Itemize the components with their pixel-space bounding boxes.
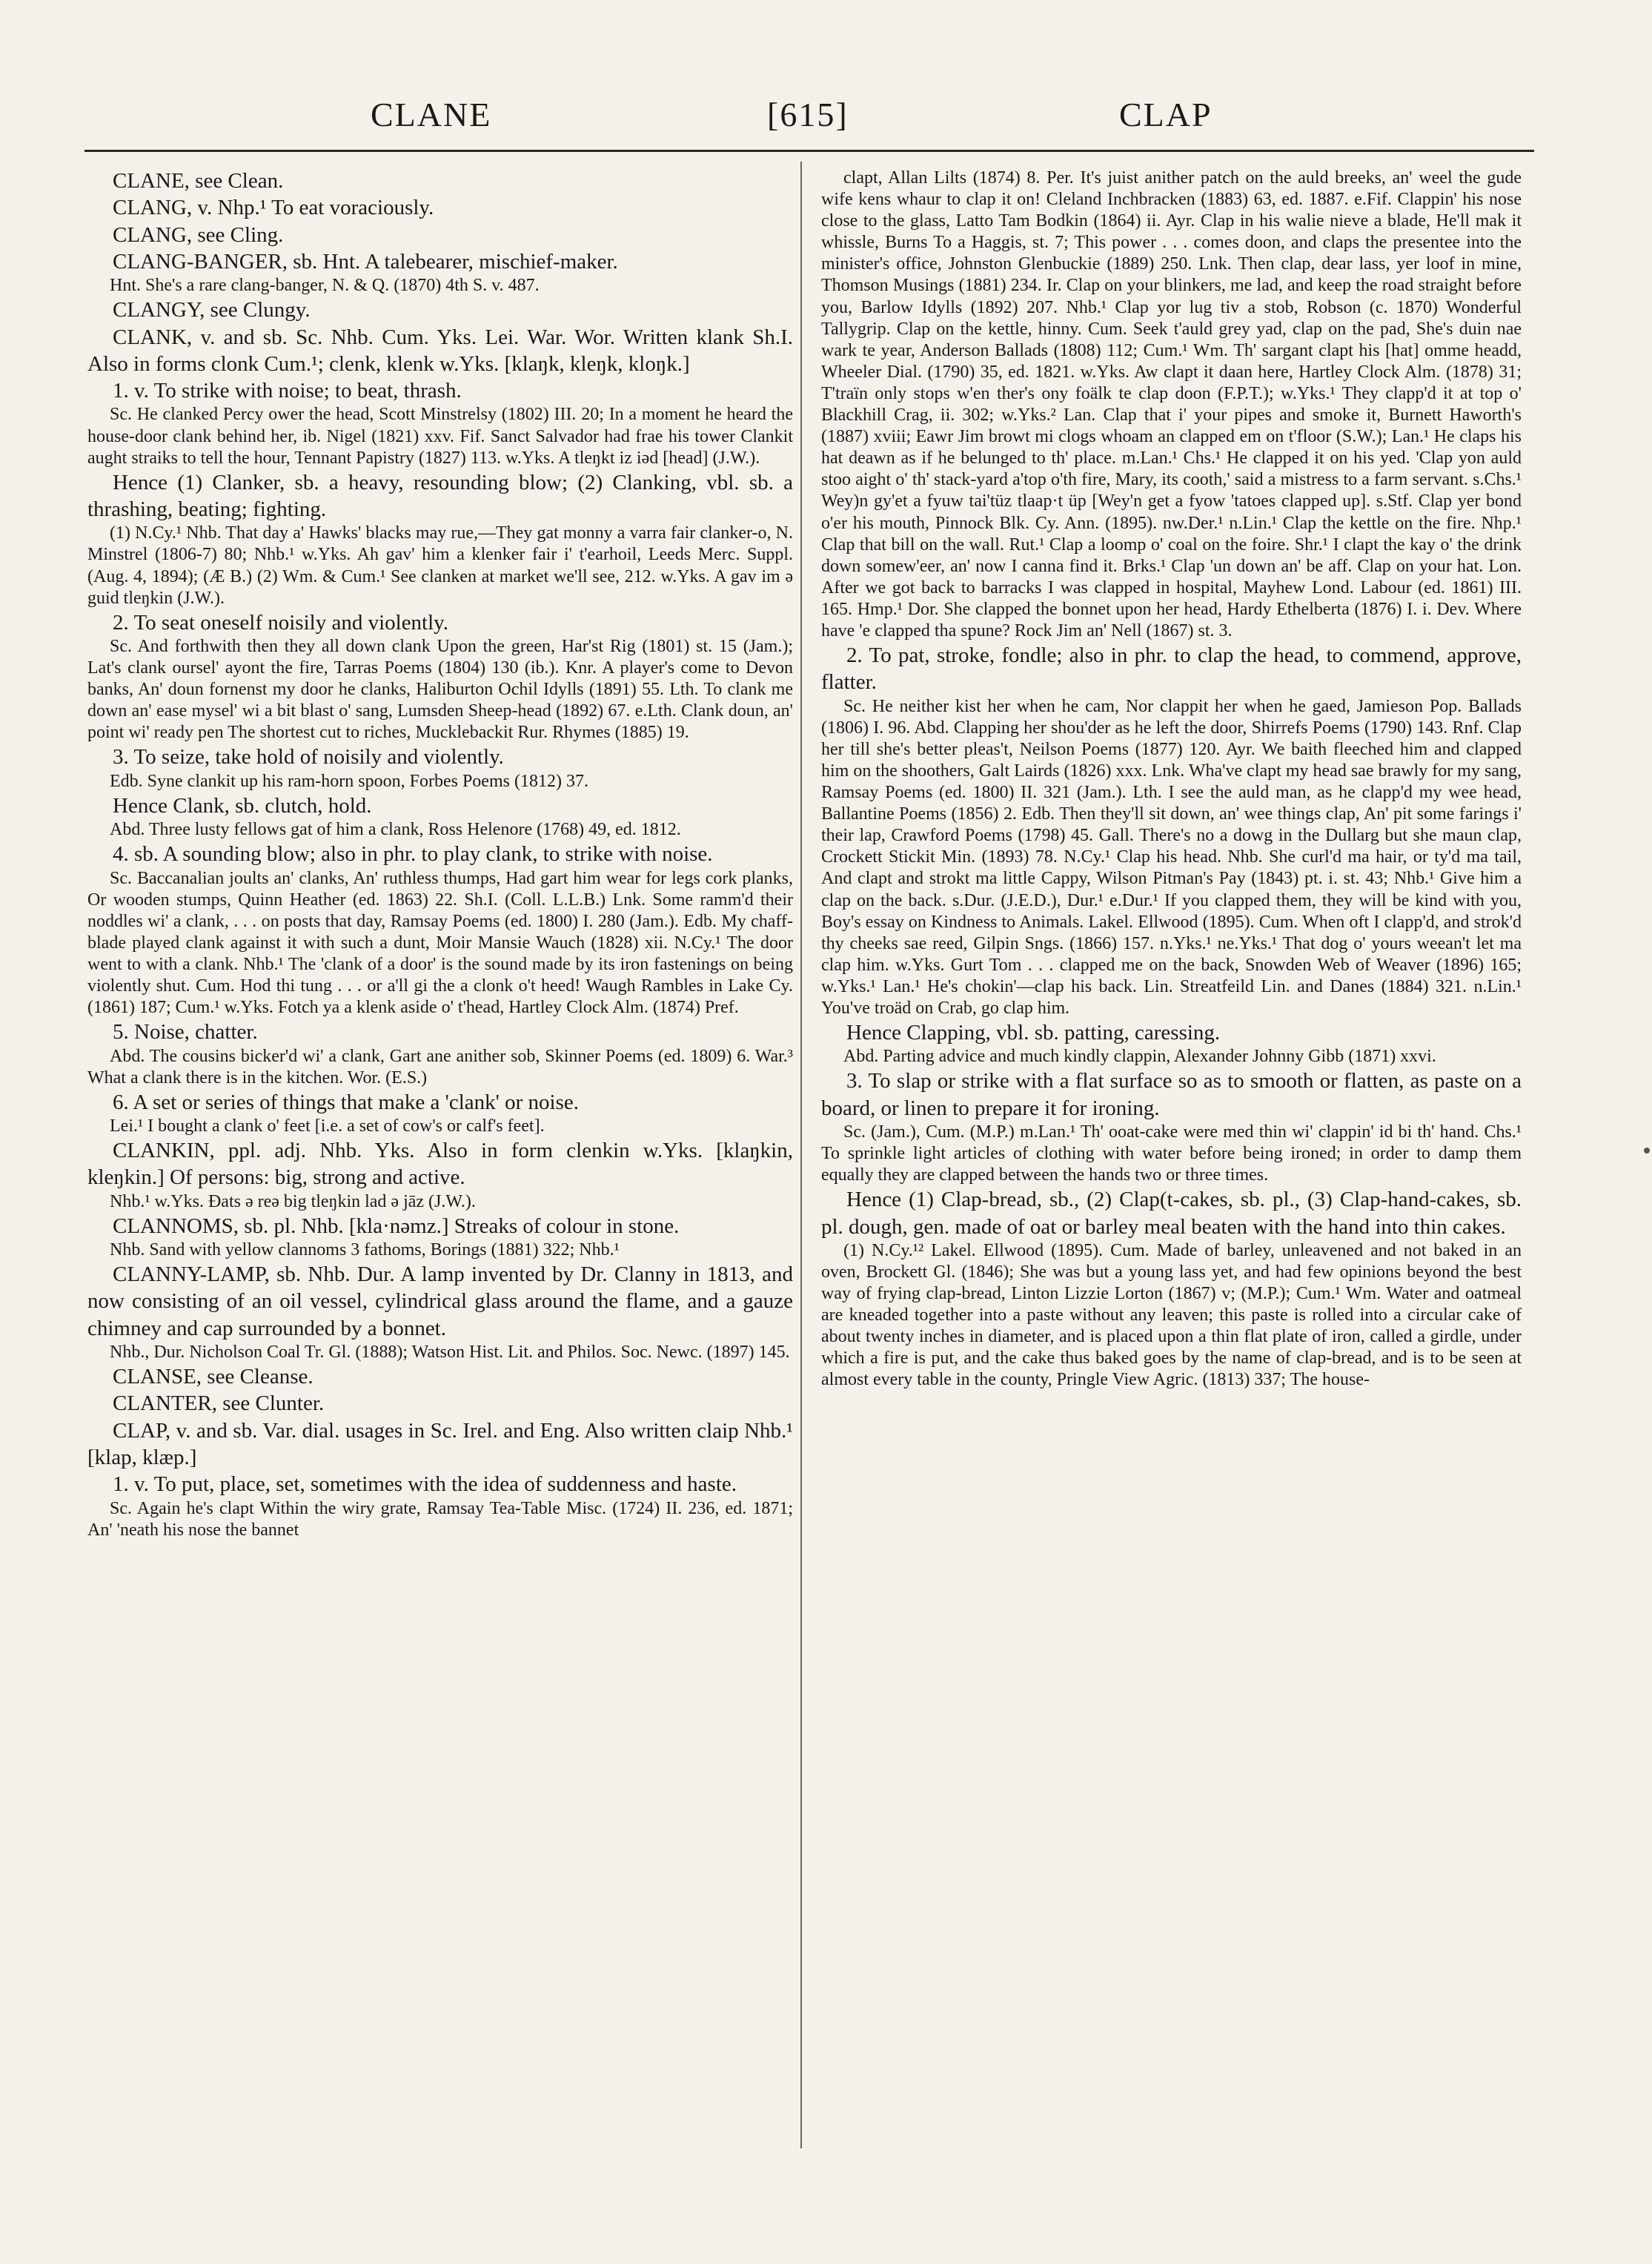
citation-paragraph: Sc. And forthwith then they all down clank Upon the green, Har'st Rig (1801) st. 15 (Jam.); Lat's clank oursel' ayont the fire, Tarras Poems (1804) 130 (ib.). Knr. A player's come to Devon banks, An' doun fornenst my door he clanks, Haliburton Ochil Idylls (1891) 55. Lth. To clank me down an' ease mysel' wi a bit blast o' sang, Lumsden Sheep-head (1892) 67. e.Lth. Clank doun, an' point wi' ready pen The shortest cut to riches, Mucklebackit Rur. Rhymes (1885) 19. xyxy=(87,637,793,743)
dictionary-entry: CLANSE, see Cleanse. xyxy=(113,1365,314,1389)
page-header xyxy=(111,95,1542,139)
header-rule xyxy=(84,150,1534,152)
margin-speck xyxy=(1644,1148,1650,1153)
citation-paragraph: Hnt. She's a rare clang-banger, N. & Q. (1870) 4th S. v. 487. xyxy=(110,276,540,296)
left-column xyxy=(87,168,793,1541)
citation-paragraph: Sc. (Jam.), Cum. (M.P.) m.Lan.¹ Th' ooat-cake were med thin wi' clappin' id bi th' hand. Chs.¹ To sprinkle light articles of clothing with water before being ironed; in order to damp them equally they are clapped between the hands two or three times. xyxy=(821,1122,1522,1185)
dictionary-entry: CLANNOMS, sb. pl. Nhb. [kla·nəmz.] Streaks of colour in stone. xyxy=(113,1214,680,1238)
dictionary-entry: 5. Noise, chatter. xyxy=(113,1020,258,1045)
citation-paragraph: Sc. Again he's clapt Within the wiry grate, Ramsay Tea-Table Misc. (1724) II. 236, ed. 1871; An' 'neath his nose the bannet xyxy=(87,1498,793,1540)
running-head-right: CLAP xyxy=(1119,96,1213,133)
citation-paragraph: (1) N.Cy.¹² Lakel. Ellwood (1895). Cum. Made of barley, unleavened and not baked in an oven, Brockett Gl. (1846); She was but a young lass yet, and had few opinions beyond the best way of frying clap-bread, Linton Lizzie Lorton (1867) v; (M.P.); Cum.¹ Wm. Water and oatmeal are kneaded together into a paste without any leaven; this paste is rolled into a circular cake of about twenty inches in diameter, and is placed upon a thin flat plate of iron, called a girdle, under which a fire is put, and the cake thus baked goes by the name of clap-bread, and is to be seen at almost every table in the county, Pringle View Agric. (1813) 337; The house- xyxy=(821,1240,1522,1390)
page-number: [615] xyxy=(767,96,849,133)
citation-paragraph: Abd. The cousins bicker'd wi' a clank, Gart ane anither sob, Skinner Poems (ed. 1809) 6. War.³ What a clank there is in the kitchen. Wor. (E.S.) xyxy=(87,1046,793,1088)
dictionary-entry: CLAP, v. and sb. Var. dial. usages in Sc. Irel. and Eng. Also written claip Nhb.¹ [klap, klæp.] xyxy=(87,1418,793,1470)
running-head-left: CLANE xyxy=(371,96,492,133)
citation-paragraph: Sc. Baccanalian joults an' clanks, An' ruthless thumps, Had gart him wear for legs cork planks, Or wooden stumps, Quinn Heather (ed. 1863) 22. Sh.I. (Coll. L.L.B.) Lnk. Some ramm'd their noddles wi' a clank, . . . on posts that day, Ramsay Poems (ed. 1800) I. 280 (Jam.). Edb. My chaff-blade played clank against it with such a dunt, Moir Mansie Wauch (1828) xii. N.Cy.¹ The door went to with a clank. Nhb.¹ The 'clank of a door' is the sound made by its iron fastenings on being violently shut. Cum. Hod thi tung . . . or a'll gi the a clonk o't heed! Waugh Rambles in Lake Cy. (1861) 187; Cum.¹ w.Yks. Fotch ya a klenk aside o' t'head, Hartley Clock Alm. (1874) Pref. xyxy=(87,868,793,1018)
dictionary-entry: 6. A set or series of things that make a 'clank' or noise. xyxy=(113,1090,579,1114)
citation-paragraph: Abd. Parting advice and much kindly clappin, Alexander Johnny Gibb (1871) xxvi. xyxy=(843,1047,1436,1067)
dictionary-entry: Hence (1) Clap-bread, sb., (2) Clap(t-cakes, sb. pl., (3) Clap-hand-cakes, sb. pl. dough, gen. made of oat or barley meal beaten with the hand into thin cakes. xyxy=(821,1188,1522,1239)
citation-paragraph: Lei.¹ I bought a clank o' feet [i.e. a set of cow's or calf's feet]. xyxy=(110,1116,545,1136)
dictionary-entry: 2. To seat oneself noisily and violently. xyxy=(113,610,449,635)
dictionary-entry: CLANKIN, ppl. adj. Nhb. Yks. Also in form clenkin w.Yks. [klaŋkin, kleŋkin.] Of persons: big, strong and active. xyxy=(87,1139,793,1190)
citation-paragraph: clapt, Allan Lilts (1874) 8. Per. It's juist anither patch on the auld breeks, an' weel the gude wife kens whaur to clap it on! Cleland Inchbracken (1883) 63, ed. 1887. e.Fif. Clappin' his nose close to the glass, Latto Tam Bodkin (1864) ii. Ayr. Clap in his walie nieve a blade, He'll mak it whissle, Burns To a Haggis, st. 7; This power . . . comes doon, and claps the presentee into the minister's office, Johnston Glenbuckie (1889) 250. Lnk. Then clap, dear lass, yer loof in mine, Thomson Musings (1881) 234. Ir. Clap on your blinkers, me lad, and keep the road straight before you, Barlow Idylls (1892) 207. Nhb.¹ Clap yor lug tiv a stob, Robson (c. 1870) Wonderful Tallygrip. Clap on the kettle, hinny. Cum. Seek t'auld grey yad, clap on the pad, She's duin nae wark te year, Anderson Ballads (1808) 112; Cum.¹ Wm. Th' sargant clapt his [hat] omme headd, Wheeler Dial. (1790) 35, ed. 1821. w.Yks. Aw clapt it daan here, Hartley Clock Alm. (1878) 31; T'traïn only stops w'en ther's ony foälk te clap doon (F.P.T.); w.Yks.¹ They clapp'd it at top o' Blackhill Crag, ii. 302; w.Yks.² Lan. Clap that i' your pipes and smoke it, Burnett Haworth's (1887) xviii; Eawr Jim browt mi clogs whoam an clapped em on t'floor (S.W.); Lan.¹ He claps his hat deawn as if he belunged to th' place. m.Lan.¹ Chs.¹ He clapped it on his yed. 'Clap yon auld stoo aight o' th' stack-yard a'top o'th fire, Mary, its cooth,' said a mistress to a farm servant. s.Chs.¹ Wey)n gy'et a fyuw tai'tüz tlaap·t üp [Wey'n get a fyow 'tatoes clapped up]. s.Stf. Clap yer bond o'er his mouth, Pinnock Blk. Cy. Ann. (1895). nw.Der.¹ n.Lin.¹ Clap the kettle on the fire. Nhp.¹ Clap that bill on the wall. Rut.¹ Clap a loomp o' coal on the foire. Shr.¹ I clapt the kay o' the drink down somew'eer, an' now I canna find it. Brks.¹ Clap 'un down an' be aff. Clap on your hat. Lon. After we got back to barracks I was clapped in hospital, Mayhew Lond. Labour (ed. 1861) III. 165. Hmp.¹ Dor. She clapped the bonnet upon her head, Hardy Ethelberta (1876) I. i. Dev. Where have 'e clapped tha spune? Rock Jim an' Nell (1867) st. 3. xyxy=(821,168,1522,641)
dictionary-entry: CLANG, see Cling. xyxy=(113,222,284,247)
citation-paragraph: Nhb., Dur. Nicholson Coal Tr. Gl. (1888); Watson Hist. Lit. and Philos. Soc. Newc. (1897) 145. xyxy=(110,1343,790,1363)
dictionary-entry: Hence (1) Clanker, sb. a heavy, resounding blow; (2) Clanking, vbl. sb. a thrashing, beating; fighting. xyxy=(87,470,793,522)
dictionary-entry: CLANTER, see Clunter. xyxy=(113,1391,325,1416)
dictionary-entry: CLANG, v. Nhp.¹ To eat voraciously. xyxy=(113,196,434,220)
right-column xyxy=(821,168,1522,1391)
dictionary-entry: 4. sb. A sounding blow; also in phr. to play clank, to strike with noise. xyxy=(113,842,713,867)
citation-paragraph: (1) N.Cy.¹ Nhb. That day a' Hawks' blacks may rue,—They gat monny a varra fair clanker-o, N. Minstrel (1806-7) 80; Nhb.¹ w.Yks. Ah gav' him a klenker fair i' t'earhoil, Leeds Merc. Suppl. (Aug. 4, 1894); (Æ B.) (2) Wm. & Cum.¹ See clanken at market we'll see, 212. w.Yks. A gav im ə guid tleŋkin (J.W.). xyxy=(87,523,793,608)
dictionary-entry: 1. v. To put, place, set, sometimes with the idea of suddenness and haste. xyxy=(113,1472,737,1497)
citation-paragraph: Sc. He clanked Percy ower the head, Scott Minstrelsy (1802) III. 20; In a moment he heard the house-door clank behind her, ib. Nigel (1821) xxv. Fif. Sanct Salvador had frae his tower Clankit aught straiks to tell the hour, Tennant Papistry (1827) 113. w.Yks. A tleŋkt iz iəd [head] (J.W.). xyxy=(87,405,793,468)
dictionary-entry: CLANNY-LAMP, sb. Nhb. Dur. A lamp invented by Dr. Clanny in 1813, and now consisting of an oil vessel, cylindrical glass around the flame, and a gauze chimney and cap surrounded by a bonnet. xyxy=(87,1262,793,1340)
dictionary-entry: CLANGY, see Clungy. xyxy=(113,298,311,322)
citation-paragraph: Edb. Syne clankit up his ram-horn spoon, Forbes Poems (1812) 37. xyxy=(110,771,588,791)
citation-paragraph: Nhb. Sand with yellow clannoms 3 fathoms, Borings (1881) 322; Nhb.¹ xyxy=(110,1240,620,1260)
dictionary-entry: Hence Clank, sb. clutch, hold. xyxy=(113,793,372,818)
dictionary-entry: CLANG-BANGER, sb. Hnt. A talebearer, mischief-maker. xyxy=(113,249,618,274)
dictionary-entry: 3. To seize, take hold of noisily and violently. xyxy=(113,745,504,769)
dictionary-entry: 3. To slap or strike with a flat surface so as to smooth or flatten, as paste on a board, or linen to prepare it for ironing. xyxy=(821,1069,1522,1120)
dictionary-entry: CLANE, see Clean. xyxy=(113,169,284,193)
dictionary-entry: CLANK, v. and sb. Sc. Nhb. Cum. Yks. Lei. War. Wor. Written klank Sh.I. Also in forms clonk Cum.¹; clenk, klenk w.Yks. [klaŋk, kleŋk, kloŋk.] xyxy=(87,325,793,376)
dictionary-entry: Hence Clapping, vbl. sb. patting, caressing. xyxy=(846,1021,1221,1045)
dictionary-entry: 2. To pat, stroke, fondle; also in phr. to clap the head, to commend, approve, flatter. xyxy=(821,643,1522,695)
citation-paragraph: Abd. Three lusty fellows gat of him a clank, Ross Helenore (1768) 49, ed. 1812. xyxy=(110,820,681,840)
column-divider xyxy=(800,162,802,2148)
citation-paragraph: Nhb.¹ w.Yks. Ðats ə reə big tleŋkin lad ə jāz (J.W.). xyxy=(110,1191,476,1211)
dictionary-entry: 1. v. To strike with noise; to beat, thrash. xyxy=(113,379,462,403)
citation-paragraph: Sc. He neither kist her when he cam, Nor clappit her when he gaed, Jamieson Pop. Ballads (1806) I. 96. Abd. Clapping her shou'der as he left the door, Shirrefs Poems (1790) 143. Rnf. Clap her till she's better pleas't, Neilson Poems (1877) 120. Ayr. We baith fleeched him and clapped him on the shoothers, Galt Lairds (1826) xxx. Lnk. Wha've clapt my head sae brawly for my sang, Ramsay Poems (ed. 1800) II. 321 (Jam.). Lth. I see the auld man, as he clapp'd my wee head, Ballantine Poems (1856) 2. Edb. Then they'll sit down, an' wee things clap, An' pit some farings i' their lap, Crawford Poems (1798) 45. Gall. There's no a dowg in the Dullarg but she maun clap, Crockett Stickit Min. (1893) 78. N.Cy.¹ Clap his head. Nhb. She curl'd ma hair, or ty'd ma tail, And clapt and strokt ma little Cappy, Wilson Pitman's Pay (1843) pt. i. st. 43; Nhb.¹ Give him a clap on the back. s.Dur. (J.E.D.), Dur.¹ e.Dur.¹ If you clapped them, they will be kind with you, Boy's essay on Kindness to Animals. Lakel. Ellwood (1895). Cum. When oft I clapp'd, and strok'd thy cheeks sae reed, Gilpin Sngs. (1866) 157. n.Yks.¹ ne.Yks.¹ That dog o' yours weean't let ma clap him. w.Yks. Gurt Tom . . . clapped me on the back, Snowden Web of Weaver (1896) 165; w.Yks.¹ Lan.¹ He's chokin'—clap his back. Lin. Streatfeild Lin. and Danes (1884) 321. n.Lin.¹ You've troäd on Crab, go clap him. xyxy=(821,696,1522,1018)
